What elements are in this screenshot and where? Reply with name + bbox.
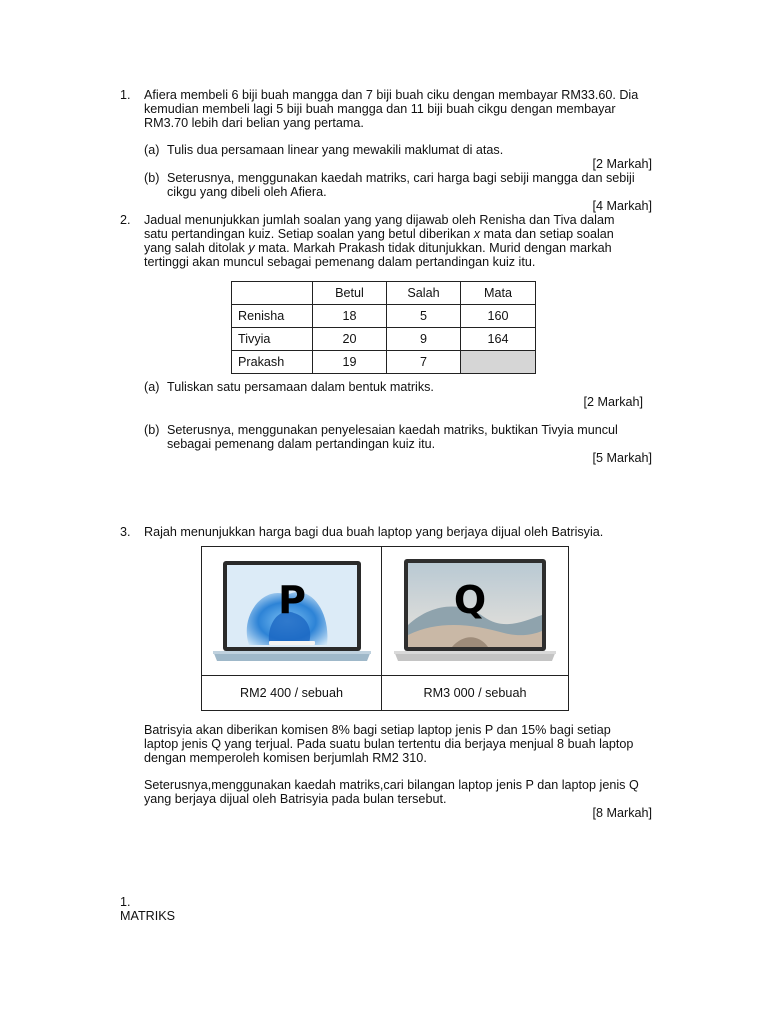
table-cell-name: Renisha bbox=[232, 305, 313, 328]
q2-line-3-pre: yang salah ditolak bbox=[144, 241, 249, 255]
laptop-price-row bbox=[202, 676, 569, 711]
laptop-q-cell bbox=[382, 547, 569, 676]
table-header-salah: Salah bbox=[387, 282, 461, 305]
table-header-empty bbox=[232, 282, 313, 305]
laptop-q-price: RM3 000 / sebuah bbox=[382, 676, 569, 711]
table-header-row bbox=[232, 282, 536, 305]
table-cell: 164 bbox=[461, 328, 536, 351]
laptop-p-cell bbox=[202, 547, 382, 676]
q3-para1-line-3: dengan memperoleh komisen berjumlah RM2 310. bbox=[144, 751, 427, 765]
q1a-text: Tulis dua persamaan linear yang mewakili maklumat di atas. bbox=[167, 143, 504, 157]
q1b-line-2: cikgu yang dibeli oleh Afiera. bbox=[167, 185, 327, 199]
q2-line-2-pre: satu pertandingan kuiz. Setiap soalan yang betul diberikan bbox=[144, 227, 474, 241]
table-cell-name: Prakash bbox=[232, 351, 313, 374]
table-cell: 160 bbox=[461, 305, 536, 328]
table-row bbox=[232, 328, 536, 351]
table-header-betul: Betul bbox=[313, 282, 387, 305]
q2-line-1: Jadual menunjukkan jumlah soalan yang yang dijawab oleh Renisha dan Tiva dalam bbox=[144, 213, 615, 227]
q3-marks: [8 Markah] bbox=[592, 806, 652, 820]
q1-line-2: kemudian membeli lagi 5 biji buah mangga dan 11 biji buah cikgu dengan membayar bbox=[144, 102, 616, 116]
q1-line-3: RM3.70 lebih dari belian yang pertama. bbox=[144, 116, 364, 130]
table-row bbox=[232, 305, 536, 328]
table-cell-name: Tivyia bbox=[232, 328, 313, 351]
q1-text bbox=[144, 88, 656, 130]
q1b-line-1: Seterusnya, menggunakan kaedah matriks, cari harga bagi sebiji mangga dan sebiji bbox=[167, 171, 635, 185]
laptop-q-letter: Q bbox=[453, 578, 487, 622]
q1b-label: (b) bbox=[144, 171, 160, 185]
q1b-text bbox=[167, 171, 657, 199]
table-cell-hidden-score bbox=[461, 351, 536, 374]
table-cell: 9 bbox=[387, 328, 461, 351]
q3-para2-line-1: Seterusnya,menggunakan kaedah matriks,cari bilangan laptop jenis P dan laptop jenis Q bbox=[144, 778, 639, 792]
q2a-text: Tuliskan satu persamaan dalam bentuk matriks. bbox=[167, 380, 434, 394]
q3-para2-line-2: yang berjaya dijual oleh Batrisyia pada bulan tersebut. bbox=[144, 792, 447, 806]
q2a-label: (a) bbox=[144, 380, 160, 394]
q2-line-2-post: mata dan setiap soalan bbox=[480, 227, 614, 241]
variable-y: y bbox=[248, 241, 255, 255]
q2b-marks: [5 Markah] bbox=[592, 451, 652, 465]
table-row bbox=[232, 351, 536, 374]
q2-line-4: tertinggi akan muncul sebagai pemenang dalam pertandingan kuiz itu. bbox=[144, 255, 536, 269]
q3-number: 3. bbox=[120, 525, 131, 539]
variable-x: x bbox=[473, 227, 481, 241]
q1b-marks: [4 Markah] bbox=[592, 199, 652, 213]
footer-title: MATRIKS bbox=[120, 909, 176, 923]
q2b-line-1: Seterusnya, menggunakan penyelesaian kaedah matriks, buktikan Tivyia muncul bbox=[167, 423, 618, 437]
q2-line-3 bbox=[144, 241, 656, 255]
footer-number: 1. bbox=[120, 895, 131, 909]
q1a-marks: [2 Markah] bbox=[592, 157, 652, 171]
laptop-icon bbox=[392, 555, 558, 667]
laptop-p-letter: P bbox=[277, 578, 306, 622]
q2-text bbox=[144, 213, 656, 269]
q2a-marks: [2 Markah] bbox=[583, 395, 643, 409]
laptop-icon bbox=[209, 555, 375, 667]
table-cell: 18 bbox=[313, 305, 387, 328]
q2b-text bbox=[167, 423, 657, 451]
q3-paragraph-2 bbox=[144, 778, 656, 806]
laptop-image-row bbox=[202, 547, 569, 676]
q3-para1-line-2: laptop jenis Q yang terjual. Pada suatu bulan tertentu dia berjaya menjual 8 buah laptop bbox=[144, 737, 634, 751]
q3-intro: Rajah menunjukkan harga bagi dua buah laptop yang berjaya dijual oleh Batrisyia. bbox=[144, 525, 604, 539]
q2-number: 2. bbox=[120, 213, 131, 227]
table-cell: 19 bbox=[313, 351, 387, 374]
q2-line-2 bbox=[144, 227, 656, 241]
table-cell: 5 bbox=[387, 305, 461, 328]
q3-para1-line-1: Batrisyia akan diberikan komisen 8% bagi setiap laptop jenis P dan 15% bagi setiap bbox=[144, 723, 611, 737]
q1-number: 1. bbox=[120, 88, 131, 102]
table-header-mata: Mata bbox=[461, 282, 536, 305]
q3-paragraph-1 bbox=[144, 723, 656, 765]
q2b-line-2: sebagai pemenang dalam pertandingan kuiz itu. bbox=[167, 437, 436, 451]
q2b-label: (b) bbox=[144, 423, 160, 437]
q1-line-1: Afiera membeli 6 biji buah mangga dan 7 biji buah ciku dengan membayar RM33.60. Dia bbox=[144, 88, 639, 102]
q1a-label: (a) bbox=[144, 143, 160, 157]
table-cell: 20 bbox=[313, 328, 387, 351]
quiz-score-table bbox=[231, 281, 536, 374]
table-cell: 7 bbox=[387, 351, 461, 374]
q2-line-3-post: mata. Markah Prakash tidak ditunjukkan. Murid dengan markah bbox=[254, 241, 612, 255]
laptop-price-table bbox=[201, 546, 569, 711]
laptop-p-price: RM2 400 / sebuah bbox=[202, 676, 382, 711]
